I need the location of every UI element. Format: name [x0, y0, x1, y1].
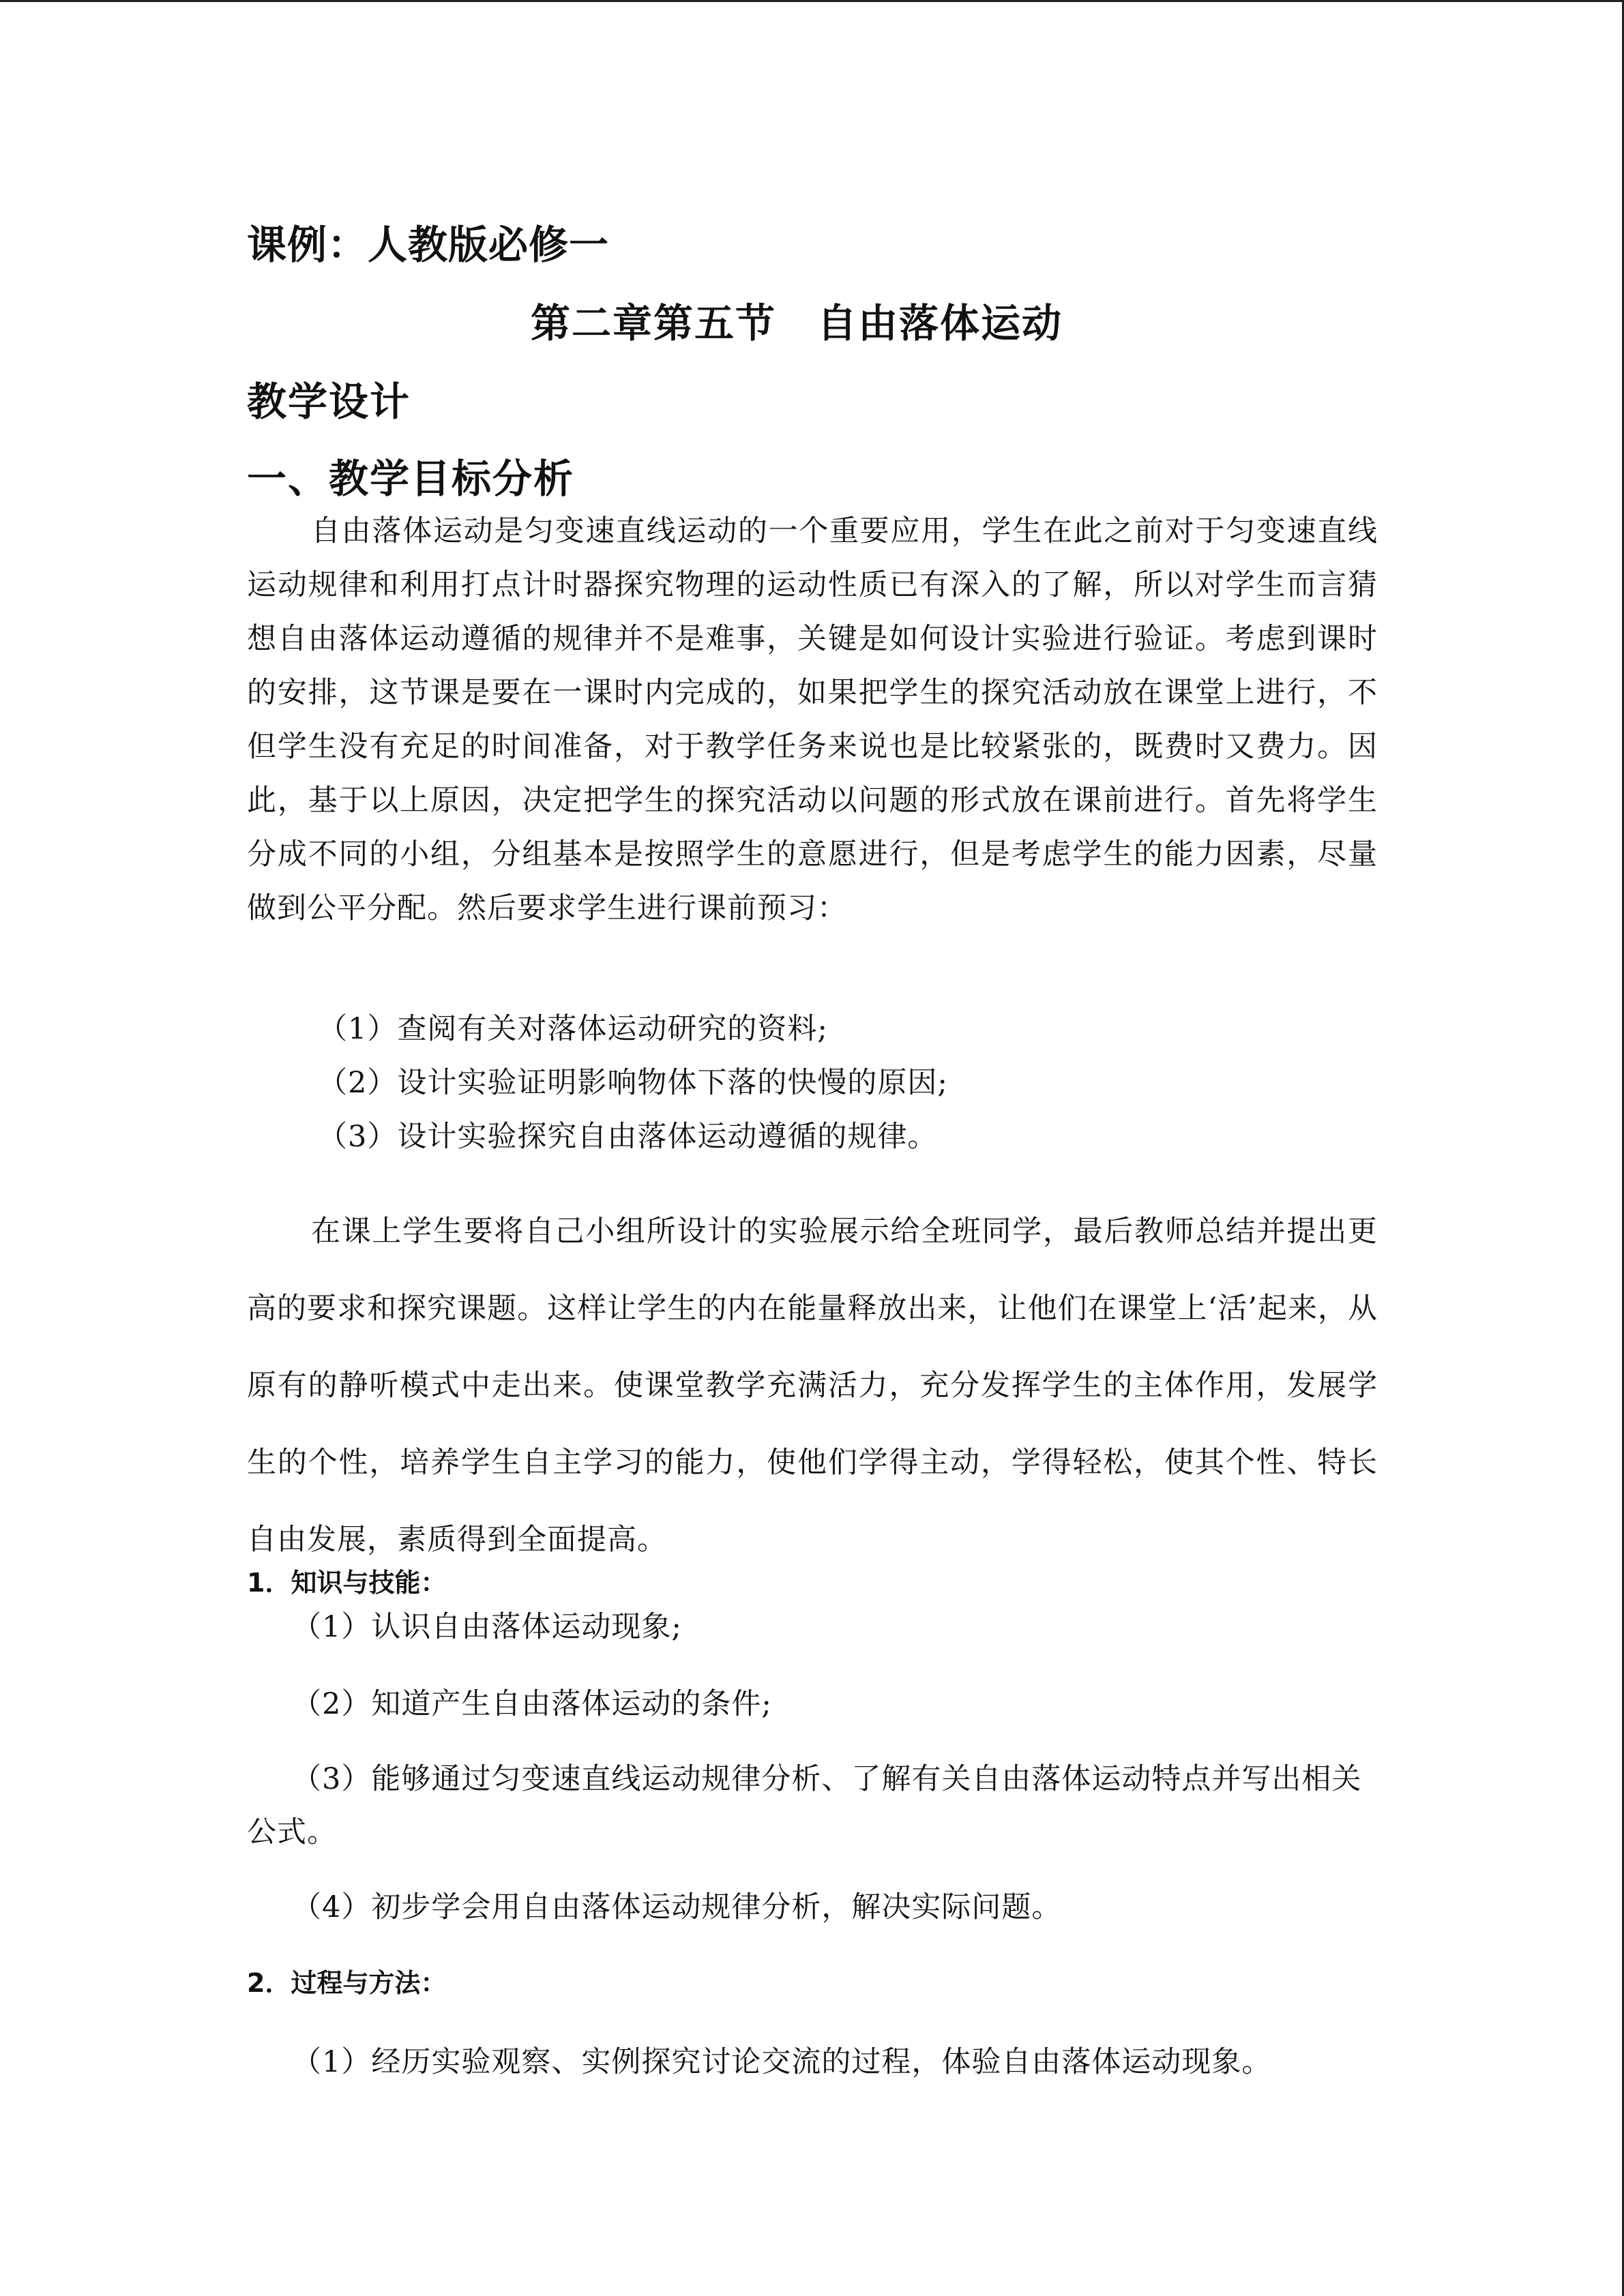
- design-heading: 教学设计: [247, 378, 411, 425]
- process-heading: 2．过程与方法：: [247, 1968, 447, 1998]
- knowledge-item-4: （4）初步学会用自由落体运动规律分析，解决实际问题。: [292, 1890, 1062, 1924]
- knowledge-item-3: （3）能够通过匀变速直线运动规律分析、了解有关自由落体运动特点并写出相关公式。: [247, 1762, 1362, 1849]
- knowledge-heading: 1．知识与技能：: [247, 1568, 447, 1598]
- class-paragraph: 在课上学生要将自己小组所设计的实验展示给全班同学，最后教师总结并提出更高的要求和探究课题。这样让学生的内在能量释放出来，让他们在课堂上‘活’起来，从原有的静听模式中走出来。使课堂教学充满活力，充分发挥学生的主体作用，发展学生的个性，培养学生自主学习的能力，使他们学得主动，学得轻松，使其个性、特长自由发展，素质得到全面提高。: [247, 1214, 1378, 1557]
- process-item-1: （1）经历实验观察、实例探究讨论交流的过程，体验自由落体运动现象。: [292, 2045, 1272, 2079]
- page-top-border: [0, 0, 1624, 2]
- course-line: 课例：人教版必修一: [247, 222, 610, 268]
- knowledge-item-2: （2）知道产生自由落体运动的条件;: [292, 1687, 772, 1721]
- intro-paragraph: 自由落体运动是匀变速直线运动的一个重要应用，学生在此之前对于匀变速直线运动规律和利用打点计时器探究物理的运动性质已有深入的了解，所以对学生而言猜想自由落体运动遵循的规律并不是难事，关键是如何设计实验进行验证。考虑到课时的安排，这节课是要在一课时内完成的，如果把学生的探究活动放在课堂上进行，不但学生没有充足的时间准备，对于教学任务来说也是比较紧张的，既费时又费力。因此，基于以上原因，决定把学生的探究活动以问题的形式放在课前进行。首先将学生分成不同的小组，分组基本是按照学生的意愿进行，但是考虑学生的能力因素，尽量做到公平分配。然后要求学生进行课前预习：: [247, 514, 1378, 925]
- preview-item-2: （2）设计实验证明影响物体下落的快慢的原因;: [318, 1066, 948, 1100]
- preview-item-1: （1）查阅有关对落体运动研究的资料;: [318, 1012, 828, 1046]
- section-heading: 一、教学目标分析: [247, 456, 575, 502]
- chapter-title: 第二章第五节 自由落体运动: [531, 300, 1063, 346]
- knowledge-item-1: （1）认识自由落体运动现象;: [292, 1610, 682, 1644]
- preview-item-3: （3）设计实验探究自由落体运动遵循的规律。: [318, 1120, 938, 1154]
